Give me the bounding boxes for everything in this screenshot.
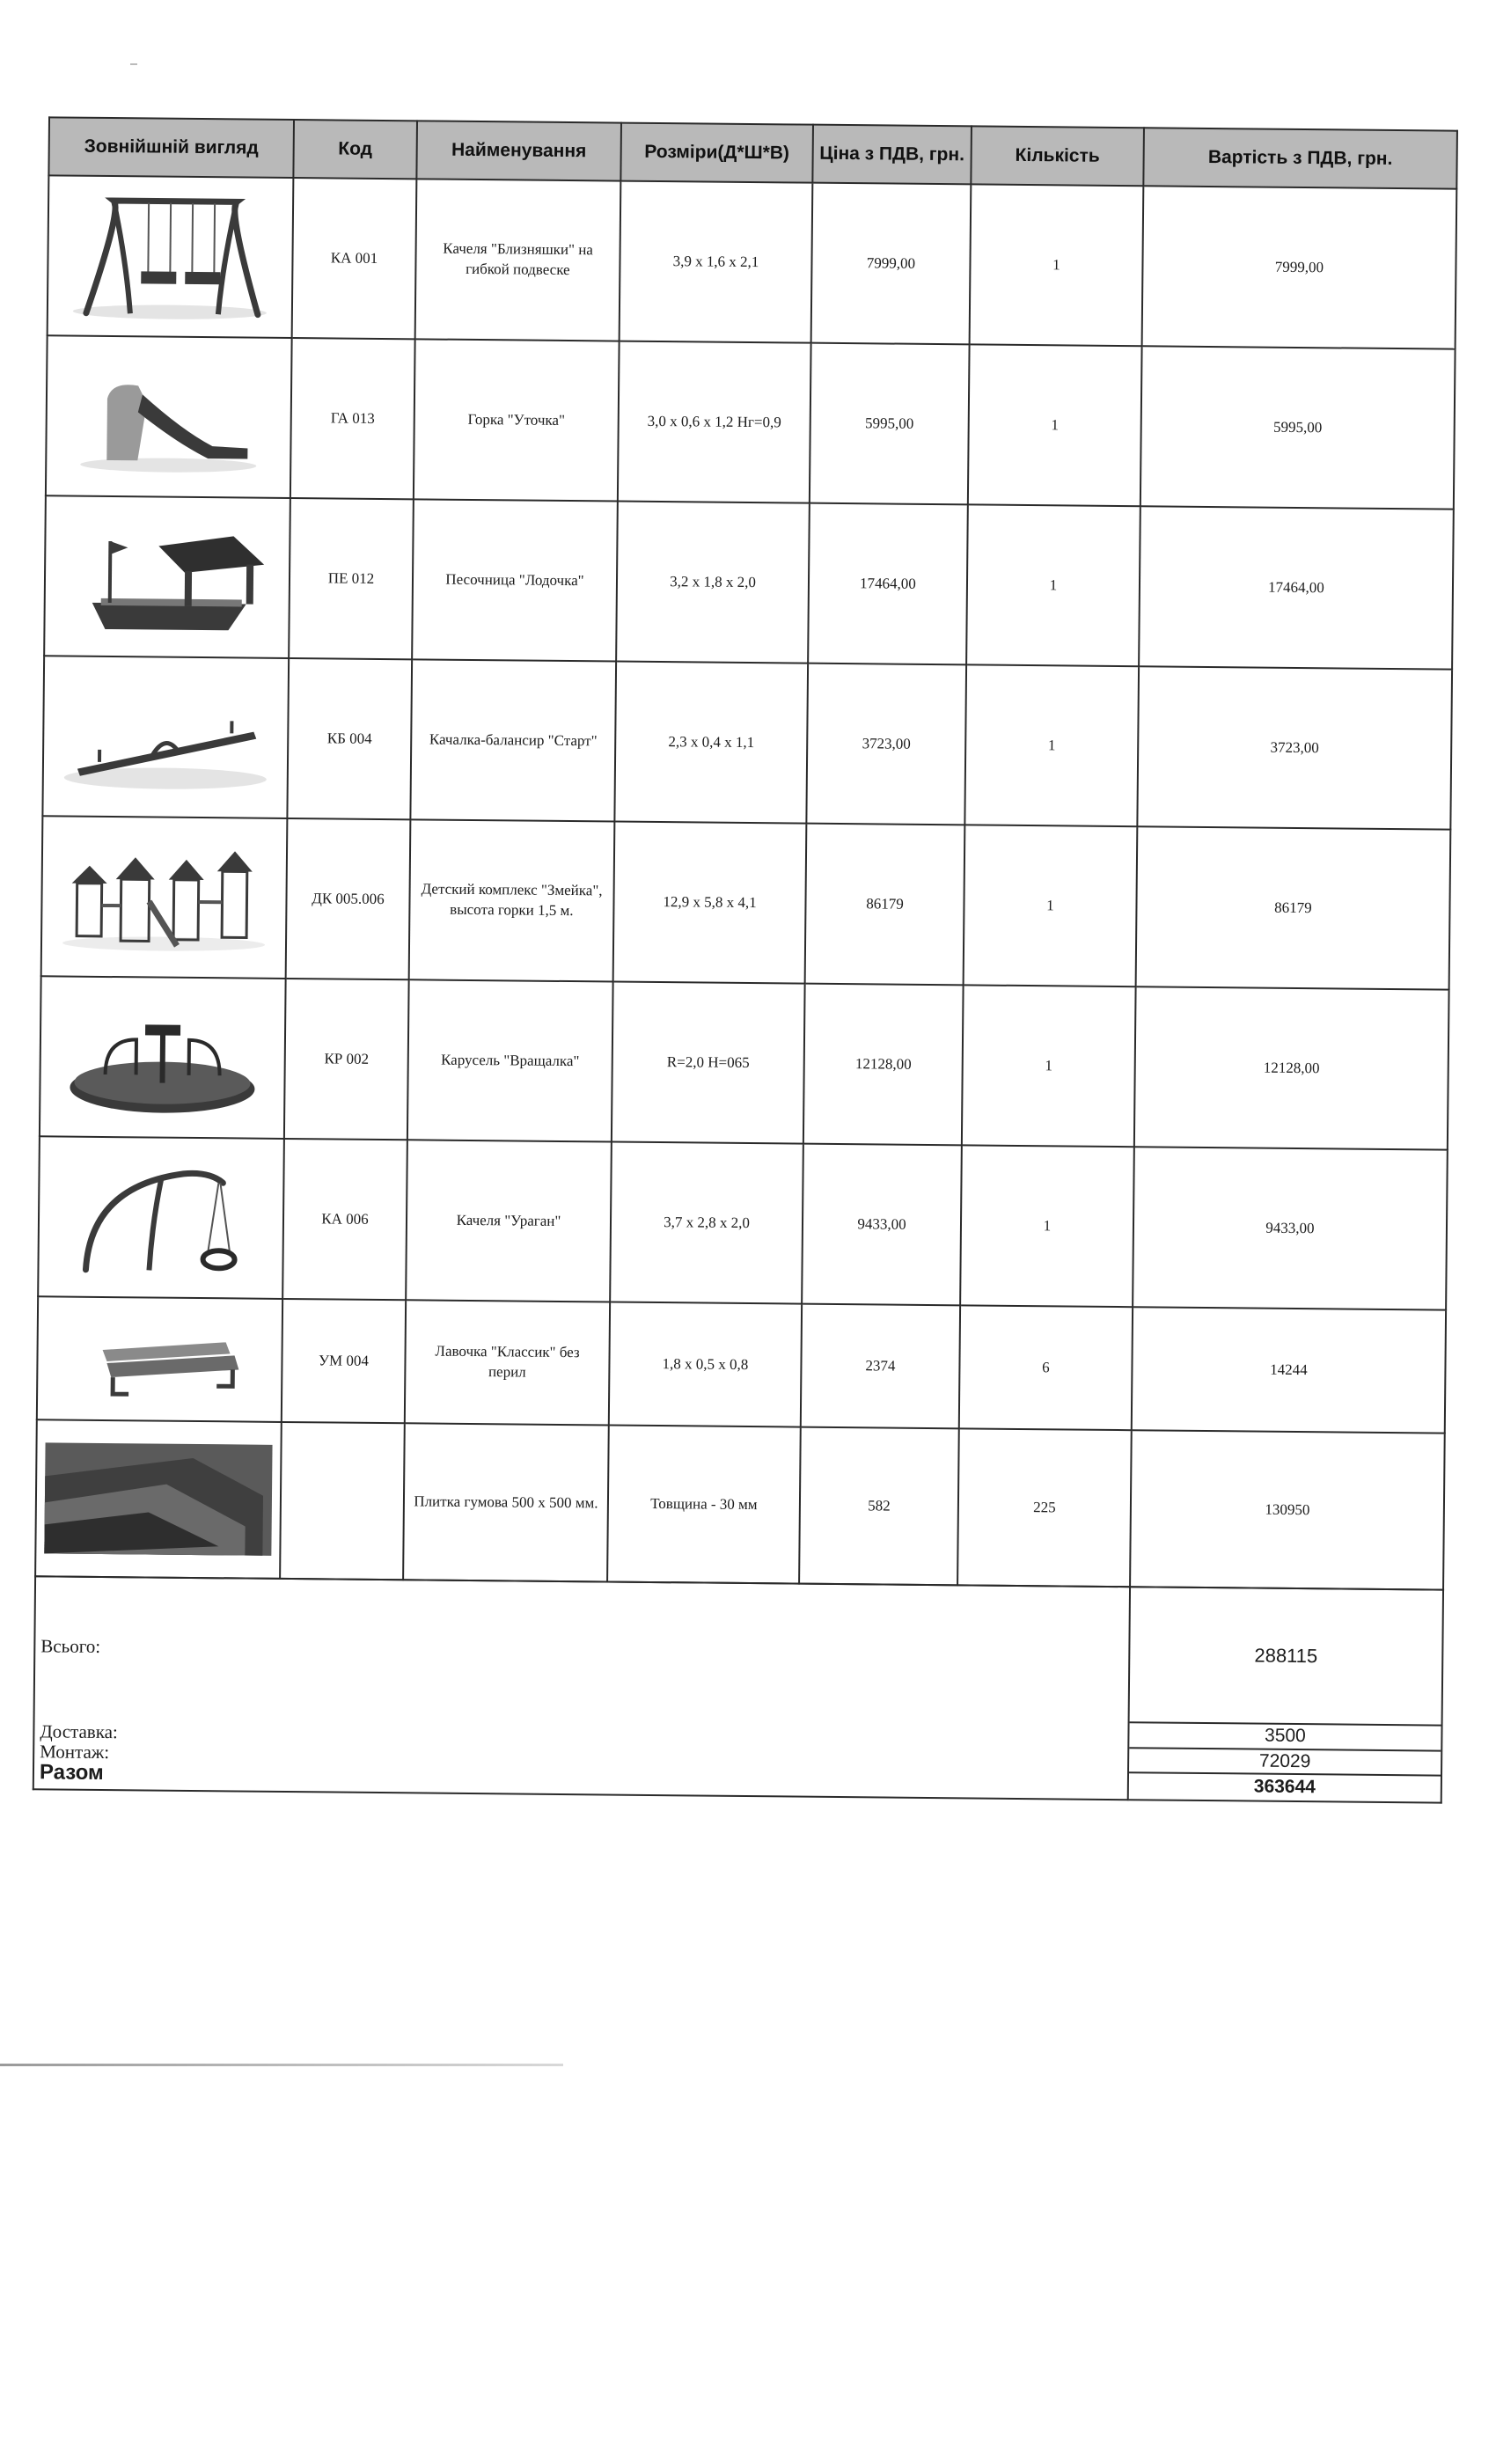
total-label: Всього: [40,1635,101,1657]
qty-cell: 6 [959,1305,1133,1430]
name-cell: Карусель "Вращалка" [407,979,613,1141]
size-cell: 3,2 х 1,8 х 2,0 [616,502,810,664]
product-image-cell [35,1419,282,1579]
code-cell: КБ 004 [287,658,412,819]
totals-labels [33,1576,1130,1800]
name-cell: Плитка гумова 500 х 500 мм. [403,1423,609,1581]
nest-swing-icon [50,1150,271,1284]
price-cell: 2374 [801,1304,960,1429]
col-header-price: Ціна з ПДВ, грн. [812,125,972,185]
table-row [48,175,1457,348]
qty-cell: 1 [964,825,1138,986]
code-cell: КА 001 [292,178,417,339]
grand-total-value: 363644 [1253,1776,1316,1797]
name-cell: Горка "Уточка" [414,339,620,501]
product-image-cell [48,175,294,338]
totals-block [33,1575,1444,1803]
table-row [38,1136,1448,1309]
total-cell: 14244 [1132,1307,1446,1433]
code-cell: ГА 013 [290,338,415,499]
total-cell: 17464,00 [1139,506,1454,669]
name-cell: Песочница "Лодочка" [412,499,618,661]
qty-cell: 1 [968,344,1142,506]
size-cell: R=2,0 H=065 [612,982,805,1144]
name-cell: Детский комплекс "Змейка", высота горки 1,5 м. [409,819,615,981]
install-label: Монтаж: [40,1741,110,1764]
name-cell: Качалка-балансир "Старт" [410,659,616,821]
play-complex-icon [54,830,275,964]
product-image-cell [37,1296,282,1422]
qty-cell: 225 [957,1428,1132,1587]
size-cell: 1,8 х 0,5 х 0,8 [609,1302,802,1427]
table-row [41,816,1451,989]
col-header-qty: Кількість [971,126,1144,186]
price-cell: 17464,00 [808,503,968,665]
code-cell: КР 002 [284,979,409,1140]
swing-set-icon [60,189,281,323]
col-header-code: Код [293,120,417,179]
col-header-appearance: Зовнійшній вигляд [48,117,294,178]
carousel-icon [52,990,273,1124]
install-value: 72029 [1129,1749,1441,1777]
sandbox-boat-icon [56,510,277,643]
product-image-cell [38,1136,284,1299]
product-image-cell [46,335,292,498]
slide-icon [58,349,279,483]
delivery-label: Доставка: [40,1720,118,1743]
price-cell: 12128,00 [803,984,964,1146]
qty-cell: 1 [964,664,1139,826]
scan-edge-line [0,2064,563,2066]
price-cell: 5995,00 [810,343,970,505]
code-cell: КА 006 [282,1139,407,1300]
price-cell: 582 [799,1427,959,1586]
table-row [35,1419,1445,1589]
table-row [37,1296,1446,1433]
rubber-tile-icon [42,1441,274,1558]
total-cell: 7999,00 [1142,186,1457,348]
code-cell: ДК 005.006 [286,818,411,979]
col-header-size: Розміри(Д*Ш*В) [620,123,813,183]
name-cell: Качеля "Близняшки" на гибкой подвеске [415,179,621,341]
size-cell: 2,3 х 0,4 х 1,1 [614,662,808,824]
product-image-cell [41,816,288,979]
table-row [42,656,1452,829]
name-cell: Лавочка "Классик" без перил [405,1300,610,1425]
scan-speck [130,63,137,65]
price-cell: 86179 [805,824,965,986]
grand-total-label: Разом [39,1760,104,1786]
table-row [40,976,1449,1149]
table-row [46,335,1456,509]
seesaw-icon [55,670,276,803]
size-cell: 3,7 х 2,8 х 2,0 [610,1142,803,1304]
col-header-total: Вартість з ПДВ, грн. [1143,128,1457,188]
equipment-table [34,116,1458,1590]
price-cell: 3723,00 [806,664,966,825]
code-cell: ПЕ 012 [289,498,414,659]
total-cell: 9433,00 [1133,1147,1448,1309]
totals-values [1128,1587,1443,1802]
price-cell: 9433,00 [802,1144,962,1306]
code-cell [280,1422,405,1580]
price-cell: 7999,00 [811,183,972,345]
total-cell: 86179 [1136,826,1451,989]
col-header-name: Найменування [416,121,621,180]
code-cell: УМ 004 [282,1299,406,1423]
price-sheet [33,116,1456,1803]
product-image-cell [44,495,290,658]
total-cell: 130950 [1130,1430,1445,1589]
total-cell: 3723,00 [1137,666,1452,829]
delivery-value: 3500 [1129,1723,1441,1751]
qty-cell: 1 [970,184,1144,346]
total-cell: 5995,00 [1140,346,1456,509]
bench-icon [49,1309,270,1408]
size-cell: 3,0 х 0,6 х 1,2 Нг=0,9 [618,341,811,503]
product-image-cell [40,976,286,1139]
name-cell: Качеля "Ураган" [406,1140,612,1302]
product-image-cell [42,656,289,818]
qty-cell: 1 [966,504,1140,666]
qty-cell: 1 [960,1145,1134,1307]
total-cell: 12128,00 [1134,986,1449,1149]
size-cell: 3,9 х 1,6 х 2,1 [620,181,813,343]
size-cell: 12,9 х 5,8 х 4,1 [613,822,807,984]
table-row [44,495,1454,669]
qty-cell: 1 [962,985,1136,1147]
size-cell: Товщина - 30 мм [607,1426,801,1584]
total-value: 288115 [1130,1588,1442,1726]
